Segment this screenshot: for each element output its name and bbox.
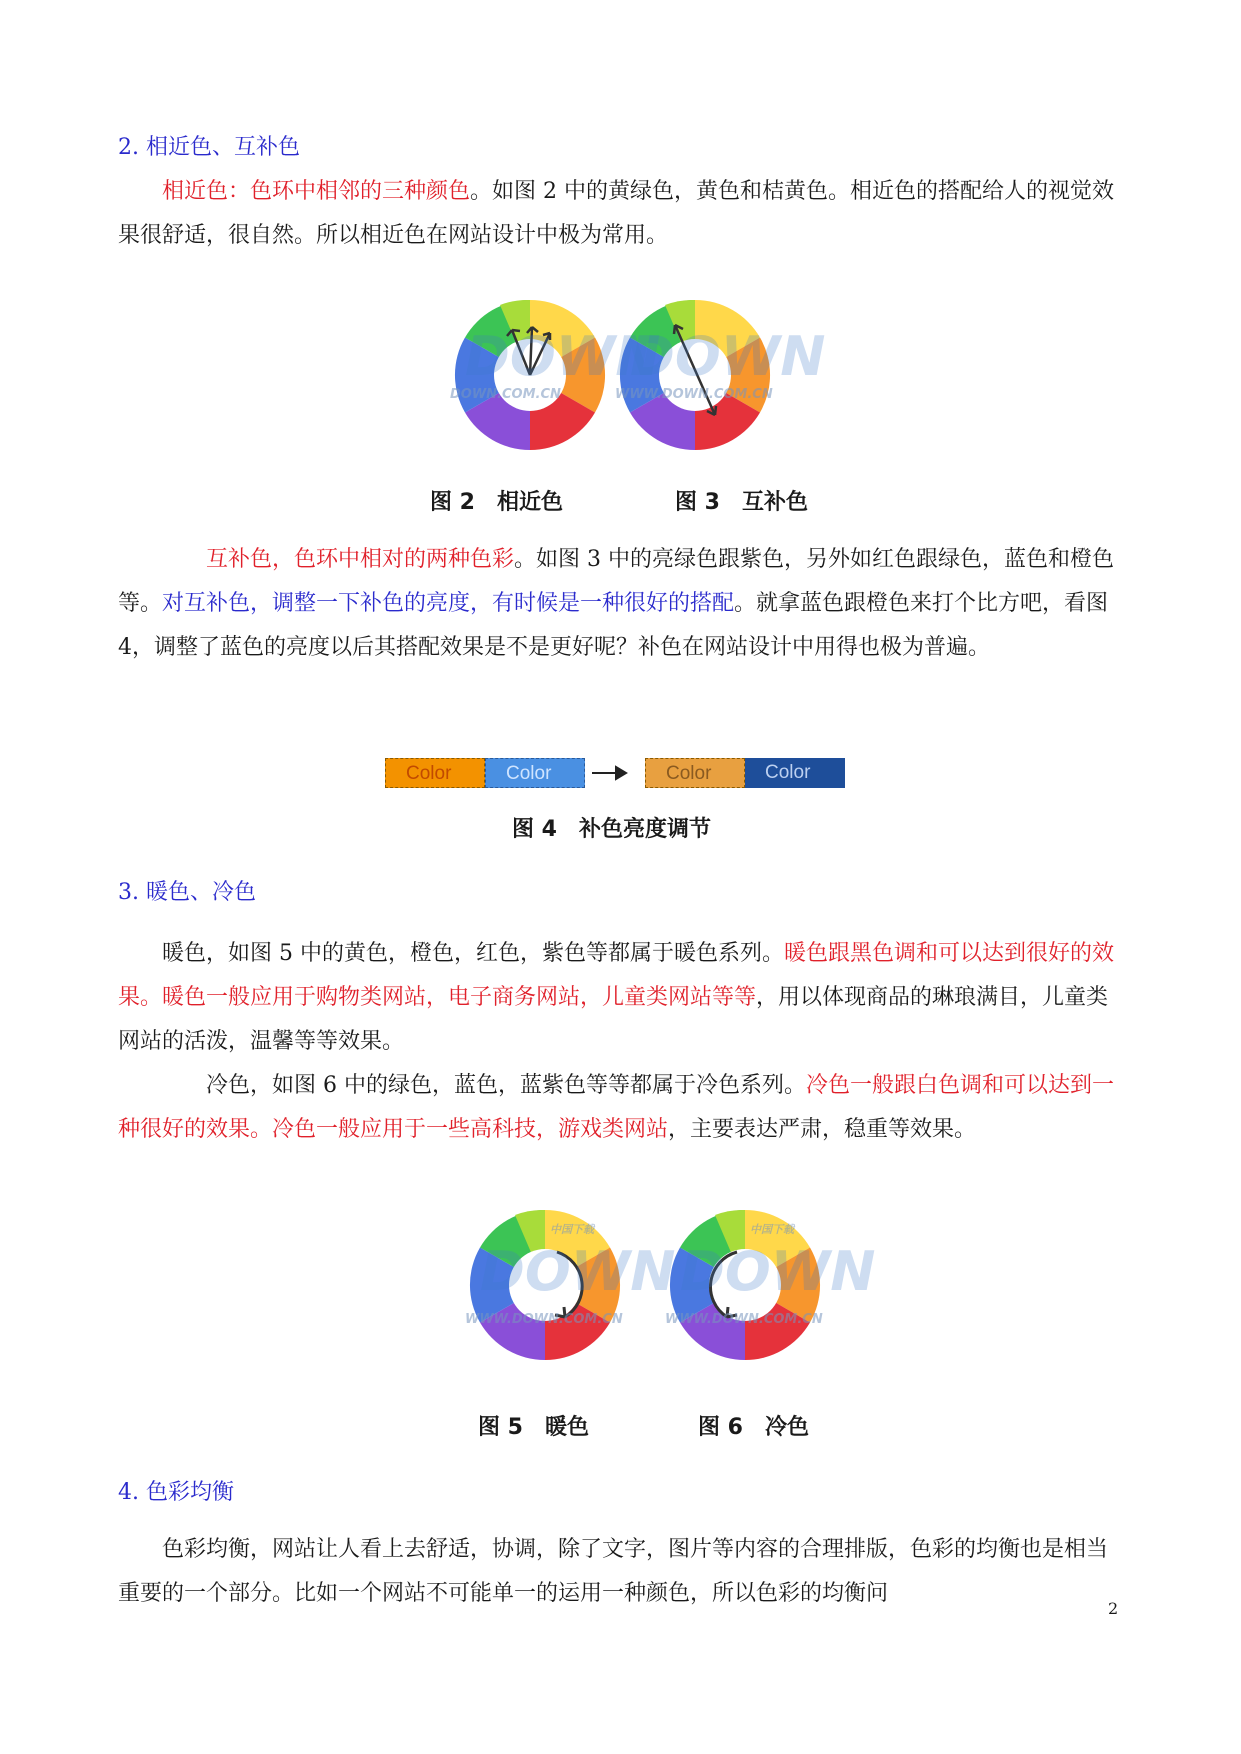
watermark-url: WWW.DOWN.COM.CN xyxy=(465,1312,623,1327)
watermark-url: WWW.DOWN.COM.CN xyxy=(615,387,773,402)
color-swatch-blue: Color xyxy=(485,758,585,788)
caption-fig4: 图 4 补色亮度调节 xyxy=(512,817,711,842)
watermark-url: WWW.DOWN.COM.CN xyxy=(665,1312,823,1327)
section-heading-4: 4. 色彩均衡 xyxy=(118,1480,234,1505)
highlight-blue: 对互补色，调整一下补色的亮度，有时候是一种很好的搭配 xyxy=(162,591,735,616)
highlight-red: 暖色跟黑色调和可以达到很好的效果。暖色一般应用于购物类网站，电子商务网站，儿童类网站等等 xyxy=(118,941,1115,1010)
paragraph-warm-colors xyxy=(118,932,1123,1064)
color-swatch-orange-light: Color xyxy=(645,758,745,788)
highlight-red: 冷色一般跟白色调和可以达到一种很好的效果。冷色一般应用于一些高科技，游戏类网站 xyxy=(118,1073,1115,1142)
figure-5-6-color-wheels xyxy=(465,1205,876,1370)
caption-fig5: 图 5 暖色 xyxy=(478,1415,589,1440)
watermark-logo: DOWN xyxy=(630,325,826,388)
highlight-red: 相近色：色环中相邻的三种颜色 xyxy=(162,179,471,204)
caption-fig6: 图 6 冷色 xyxy=(698,1415,809,1440)
watermark-url: DOWN.COM.CN xyxy=(450,387,561,402)
watermark-logo: DOWN xyxy=(680,1240,876,1303)
paragraph-text: 冷色，如图 6 中的绿色，蓝色，蓝紫色等等都属于冷色系列。 xyxy=(206,1073,806,1098)
arrow-right-icon xyxy=(590,763,630,783)
paragraph-complementary-colors xyxy=(118,538,1123,670)
page-number: 2 xyxy=(1108,1599,1119,1618)
paragraph-text: ，主要表达严肃，稳重等效果。 xyxy=(668,1117,977,1142)
color-swatch-orange: Color xyxy=(385,758,485,788)
highlight-red: 互补色，色环中相对的两种色彩 xyxy=(206,547,515,572)
caption-fig3: 图 3 互补色 xyxy=(675,490,808,515)
paragraph-cool-colors xyxy=(118,1064,1123,1152)
caption-fig2: 图 2 相近色 xyxy=(430,490,563,515)
paragraph-text: ，用以体现商品的琳琅满目，儿童类网站的活泼，温馨等等效果。 xyxy=(118,985,1109,1054)
watermark-site: 中国下载 xyxy=(750,1223,794,1236)
figure-2-3-color-wheels xyxy=(450,295,826,465)
color-swatch-dark-blue: Color xyxy=(745,758,845,788)
section-heading-2: 2. 相近色、互补色 xyxy=(118,135,300,160)
paragraph-similar-colors xyxy=(118,170,1123,258)
paragraph-text: 暖色，如图 5 中的黄色，橙色，红色，紫色等都属于暖色系列。 xyxy=(162,941,784,966)
watermark-logo: DOWN xyxy=(465,325,661,388)
figure-4-brightness xyxy=(385,758,845,788)
paragraph-color-balance: 色彩均衡，网站让人看上去舒适，协调，除了文字，图片等内容的合理排版，色彩的均衡也是相当重要的一个部分。比如一个网站不可能单一的运用一种颜色，所以色彩的均衡问 xyxy=(118,1537,1109,1606)
watermark-logo: DOWN xyxy=(480,1240,676,1303)
paragraph-text: 。就拿蓝色跟橙色来打个比方吧，看图 4，调整了蓝色的亮度以后其搭配效果是不是更好呢？补色在网站设计中用得也极为普遍。 xyxy=(118,591,1109,660)
section-heading-3: 3. 暖色、冷色 xyxy=(118,880,256,905)
paragraph-text: 。如图 2 中的黄绿色，黄色和桔黄色。相近色的搭配给人的视觉效果很舒适，很自然。所以相近色在网站设计中极为常用。 xyxy=(118,179,1115,248)
paragraph-text: 。如图 3 中的亮绿色跟紫色，另外如红色跟绿色，蓝色和橙色等。 xyxy=(118,547,1115,616)
watermark-site: 中国下载 xyxy=(550,1223,594,1236)
